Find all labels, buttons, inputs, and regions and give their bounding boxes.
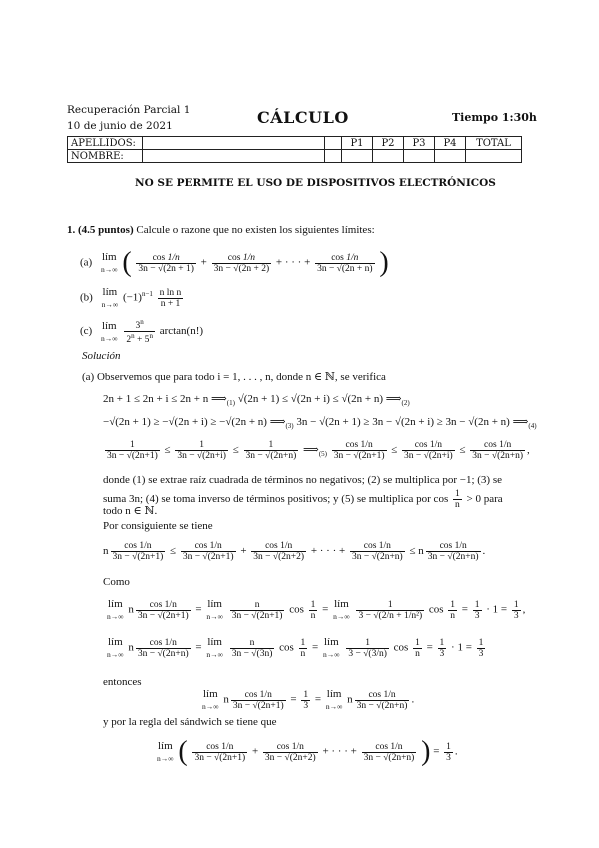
limit-lower: lím n→∞ n $\frac{\cos 1/n}{3n - √(2n+1)}$ = lím n→∞ $\frac{n}{3n - √(2n+1)}$ cos $\frac{1}{n}$ = lím n→∞ $\frac{1}{\text{3 − √(2/n + 1/n²)}}$ cos $\frac{1}{n}$ = $\frac{1}{3}$ · 1 = $\frac{1}{3}$ , xyxy=(107,598,526,621)
problem-1a: (a) lím n→∞ ( $\frac{\cos 1/n}{3n - √(2n + 1)}$ + $\frac{\cos 1/n}{3n - √(2n + 2)}$ + · · · + $\frac{\cos 1/n}{3n - √(2n + n)}$ ) xyxy=(80,247,389,278)
subject-title: CÁLCULO xyxy=(257,108,349,127)
sandwich-text: y por la regla del sándwich se tiene que xyxy=(103,716,277,728)
p4-score[interactable] xyxy=(435,150,466,163)
apellidos-label: APELLIDOS: xyxy=(68,137,143,150)
nombre-label: NOMBRE: xyxy=(68,150,143,163)
inequality-line-3: $\frac{1}{3n - √(2n+1)}$ ≤ $\frac{1}{3n - √(2n+i)}$ ≤ $\frac{1}{3n - √(2n+n)}$ $⟹_{(5)}$ $\frac{\cos 1/n}{3n - √(2n+1)}$ ≤ $\frac{\cos 1/n}{3n - √(2n+i)}$ ≤ $\frac{\cos 1/n}{3n - √(2n+n)}$ , xyxy=(107,440,530,461)
student-info-table xyxy=(67,136,522,163)
problem-1-statement: 1. (4.5 puntos) Calcule o razone que no existen los siguientes límites: xyxy=(67,224,375,236)
limit-upper: lím n→∞ n $\frac{\cos 1/n}{3n - √(2n+n)}$ = lím n→∞ $\frac{n}{3n - √(3n)}$ cos $\frac{1}{n}$ = lím n→∞ $\frac{1}{3 - √(3/n)}$ cos $\frac{1}{n}$ = $\frac{1}{3}$ · 1 = $\frac{1}{3}$ xyxy=(107,636,484,659)
final-limit: lím n→∞ ( $\frac{\cos 1/n}{3n - √(2n+1)}$ + $\frac{\cos 1/n}{3n - √(2n+2)}$ + · · · + $\frac{\cos 1/n}{3n - √(2n+n)}$ ) = $\frac{1}{3}$ . xyxy=(157,736,458,767)
inequality-line-2: −√(2n + 1) ≥ −√(2n + i) ≥ −√(2n + n) $⟹_{(3)}$ 3n − √(2n + 1) ≥ 3n − √(2n + i) ≥ 3n − √(2n + n) $⟹_{(4)}$ xyxy=(103,416,537,431)
como-text: Como xyxy=(103,576,130,588)
consequently-text: Por consiguiente se tiene xyxy=(103,520,213,532)
problem-1b: (b) lím n→∞ $(-1)^{n-1}$ $\frac{\text{n ln n}}{n + 1}$ xyxy=(80,286,182,309)
solution-label: Solución xyxy=(82,350,121,362)
p2-score[interactable] xyxy=(373,150,404,163)
explanation-1: donde (1) se extrae raíz cuadrada de términos no negativos; (2) se multiplica por −1; (3) se xyxy=(103,474,503,486)
total-score[interactable] xyxy=(466,150,522,163)
nombre-field[interactable] xyxy=(143,150,325,163)
p2-header: P2 xyxy=(373,137,404,150)
entonces-text: entonces xyxy=(103,676,142,688)
exam-name: Recuperación Parcial 1 xyxy=(67,104,191,116)
inequality-line-1: 2n + 1 ≤ 2n + i ≤ 2n + n $⟹_{(1)}$ √(2n + 1) ≤ √(2n + i) ≤ √(2n + n) $⟹_{(2)}$ xyxy=(103,393,410,408)
explanation-2: suma 3n; (4) se toma inverso de términos positivos; y (5) se multiplica por cos $\frac{1}{n}$ > 0 para xyxy=(103,489,503,510)
notice: NO SE PERMITE EL USO DE DISPOSITIVOS ELECTRÓNICOS xyxy=(135,177,496,189)
bounds-sum: n $\frac{\cos 1/n}{3n - √(2n+1)}$ ≤ $\frac{\cos 1/n}{3n - √(2n+1)}$ + $\frac{\cos 1/n}{3n - √(2n+2)}$ + · · · + $\frac{\cos 1/n}{3n - √(2n+n)}$ ≤ n $\frac{\cos 1/n}{3n - √(2n+n)}$ . xyxy=(103,541,486,562)
exam-time: Tiempo 1:30h xyxy=(452,111,537,124)
problem-1c: (c) lím n→∞ $\frac{3^n}{2^n + 5^n}$ arctan(n!) xyxy=(80,318,204,346)
p3-header: P3 xyxy=(404,137,435,150)
p1-score[interactable] xyxy=(342,150,373,163)
explanation-3: todo n ∈ ℕ. xyxy=(103,505,158,517)
apellidos-field[interactable] xyxy=(143,137,325,150)
limits-equal: lím n→∞ n $\frac{\cos 1/n}{3n - √(2n+1)}$ = $\frac{1}{3}$ = lím n→∞ n $\frac{\cos 1/n}{3n - √(2n+n)}$ . xyxy=(202,688,415,711)
p1-header: P1 xyxy=(342,137,373,150)
exam-date: 10 de junio de 2021 xyxy=(67,120,173,132)
total-header: TOTAL xyxy=(466,137,522,150)
solution-a-intro: (a) Observemos que para todo i = 1, . . . , n, donde n ∈ ℕ, se verifica xyxy=(82,371,386,383)
p3-score[interactable] xyxy=(404,150,435,163)
p4-header: P4 xyxy=(435,137,466,150)
